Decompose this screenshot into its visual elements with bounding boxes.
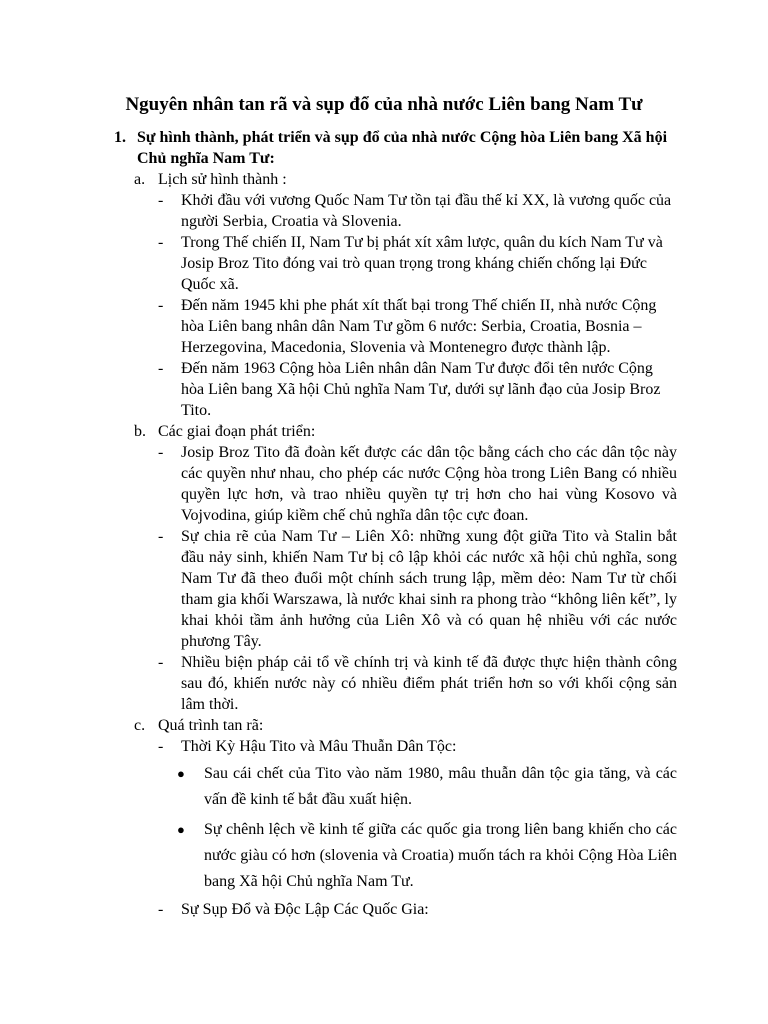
subsection-c xyxy=(0,715,768,736)
section-heading-text: Sự hình thành, phát triển và sụp đổ của nhà nước Cộng hòa Liên bang Xã hội Chủ nghĩa Nam Tư: xyxy=(137,129,668,167)
list-item-text: Josip Broz Tito đã đoàn kết được các dân tộc bằng cách cho các dân tộc này các quyền như nhau, cho phép các nước Cộng hòa trong Liên Bang có nhiều quyền lực hơn, và trao nhiều quyền tự trị hơn cho hai vùng Kosovo và Vojvodina, giúp kiềm chế chủ nghĩa dân tộc cực đoan. xyxy=(181,444,677,524)
subsection-label: Quá trình tan rã: xyxy=(158,717,264,734)
subsection-label: Các giai đoạn phát triển: xyxy=(158,423,316,440)
bullet-item xyxy=(0,761,768,813)
dash-marker: - xyxy=(158,360,164,377)
list-item-text: Đến năm 1963 Cộng hòa Liên nhân dân Nam Tư được đổi tên nước Cộng hòa Liên bang Xã hội Chủ nghĩa Nam Tư, dưới sự lãnh đạo của Josip Broz Tito. xyxy=(181,360,661,419)
bullet-item-text: Sự chênh lệch về kinh tế giữa các quốc gia trong liên bang khiến cho các nước giàu có hơn (slovenia và Croatia) muốn tách ra khỏi Cộng Hòa Liên bang Xã hội Chủ nghĩa Nam Tư. xyxy=(204,821,677,890)
subsection-letter: b. xyxy=(134,423,146,440)
list-item xyxy=(0,190,768,232)
section-number: 1. xyxy=(114,129,126,146)
subsection-label: Lịch sử hình thành : xyxy=(158,171,287,188)
subsection-letter: a. xyxy=(134,171,146,188)
subsection-a xyxy=(0,169,768,190)
document-body xyxy=(0,169,768,920)
dash-marker: - xyxy=(158,901,164,918)
dash-marker: - xyxy=(158,234,164,251)
subsection-b xyxy=(0,421,768,442)
list-item-text: Trong Thế chiến II, Nam Tư bị phát xít xâm lược, quân du kích Nam Tư và Josip Broz Tito đóng vai trò quan trọng trong kháng chiến chống lại Đức Quốc xã. xyxy=(181,234,663,293)
list-item xyxy=(0,652,768,715)
bullet-item xyxy=(0,817,768,895)
list-item-text: Thời Kỳ Hậu Tito và Mâu Thuẫn Dân Tộc: xyxy=(181,738,457,755)
dash-marker: - xyxy=(158,297,164,314)
list-item xyxy=(0,358,768,421)
list-item-text: Nhiều biện pháp cải tổ về chính trị và kinh tế đã được thực hiện thành công sau đó, khiến nước này có nhiều điểm phát triển hơn so với khối cộng sản lâm thời. xyxy=(181,654,677,713)
list-item-text: Đến năm 1945 khi phe phát xít thất bại trong Thế chiến II, nhà nước Cộng hòa Liên bang nhân dân Nam Tư gồm 6 nước: Serbia, Croatia, Bosnia – Herzegovina, Macedonia, Slovenia và Montenegro được thành lập. xyxy=(181,297,657,356)
dash-marker: - xyxy=(158,654,164,671)
bullet-icon: ● xyxy=(177,766,185,781)
dash-marker: - xyxy=(158,444,164,461)
list-item xyxy=(0,295,768,358)
list-item xyxy=(0,442,768,526)
list-item xyxy=(0,736,768,757)
list-item-text: Khởi đầu với vương Quốc Nam Tư tồn tại đầu thế kỉ XX, là vương quốc của người Serbia, Croatia và Slovenia. xyxy=(181,192,672,230)
dash-marker: - xyxy=(158,738,164,755)
subsection-letter: c. xyxy=(134,717,146,734)
bullet-icon: ● xyxy=(177,822,185,837)
list-item-text: Sự chia rẽ của Nam Tư – Liên Xô: những xung đột giữa Tito và Stalin bắt đầu nảy sinh, khiến Nam Tư bị cô lập khỏi các nước xã hội chủ nghĩa, song Nam Tư đã theo đuổi một chính sách trung lập, mềm dẻo: Nam Tư từ chối tham gia khối Warszawa, là nước khai sinh ra phong trào “không liên kết”, ly khai khỏi tầm ảnh hưởng của Liên Xô và có quan hệ nhiều với các nước phương Tây. xyxy=(181,528,677,650)
list-item xyxy=(0,526,768,652)
section-1-heading xyxy=(114,127,694,169)
dash-marker: - xyxy=(158,192,164,209)
list-item xyxy=(0,232,768,295)
list-item xyxy=(0,899,768,920)
list-item-text: Sự Sụp Đổ và Độc Lập Các Quốc Gia: xyxy=(181,901,429,918)
dash-marker: - xyxy=(158,528,164,545)
bullet-item-text: Sau cái chết của Tito vào năm 1980, mâu thuẫn dân tộc gia tăng, và các vấn đề kinh tế bắt đầu xuất hiện. xyxy=(204,765,677,808)
document-title: Nguyên nhân tan rã và sụp đổ của nhà nước Liên bang Nam Tư xyxy=(125,94,643,115)
